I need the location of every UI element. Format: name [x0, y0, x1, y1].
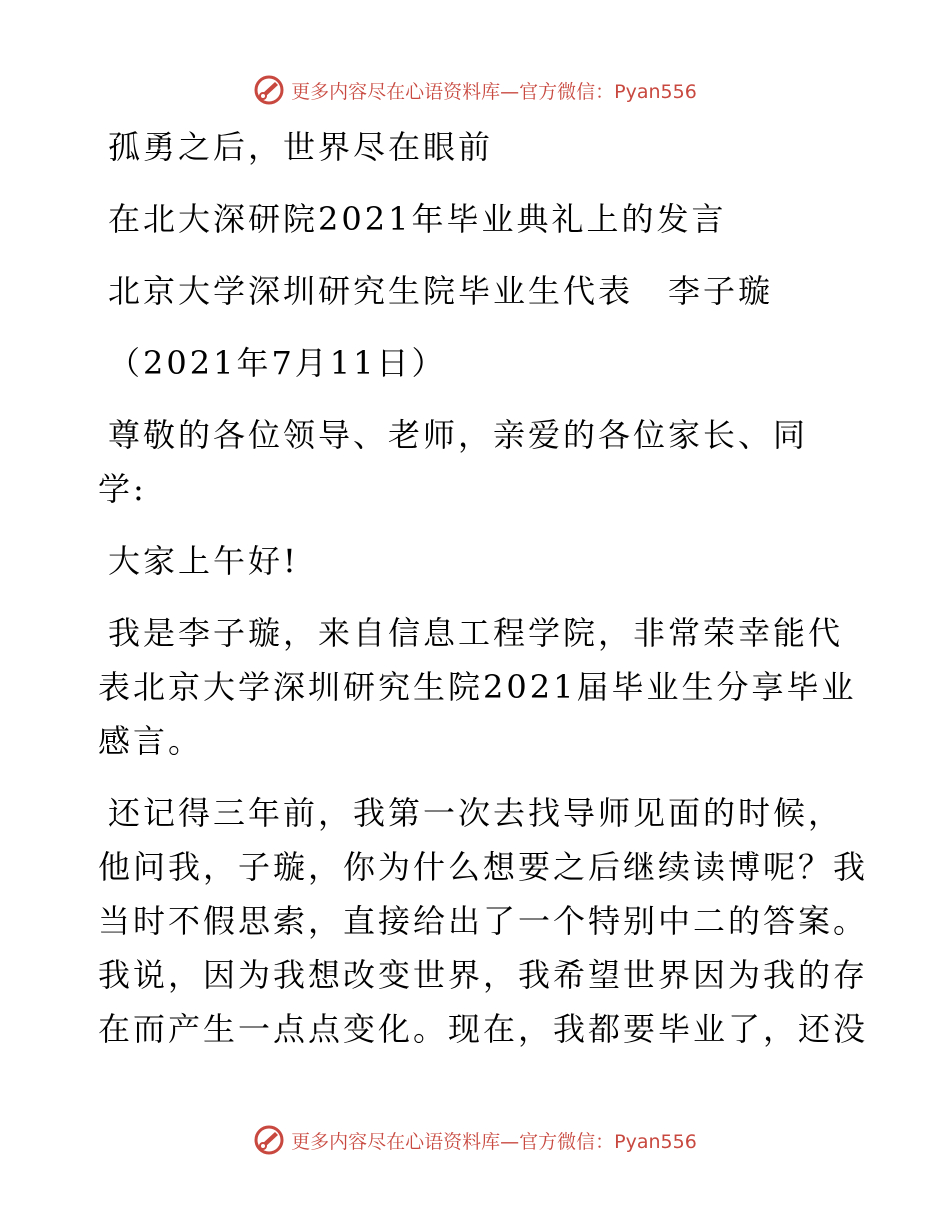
greeting-line: 学:: [98, 470, 147, 508]
document-subtitle: 在北大深研院2021年毕业典礼上的发言: [108, 200, 727, 238]
watermark-text: 更多内容尽在心语资料库—官方微信：Pyan556: [291, 1130, 697, 1153]
document-title: 孤勇之后，世界尽在眼前: [108, 128, 494, 166]
paragraph-line: 我是李子璇，来自信息工程学院，非常荣幸能代: [108, 614, 844, 652]
paragraph-line: 感言。: [98, 722, 204, 760]
paragraph-line: 表北京大学深圳研究生院2021届毕业生分享毕业: [98, 668, 857, 706]
greeting-line: 尊敬的各位领导、老师，亲爱的各位家长、同: [108, 416, 809, 454]
paragraph-line: 在而产生一点点变化。现在，我都要毕业了，还没: [98, 1010, 869, 1048]
seal-logo-icon: [253, 1124, 285, 1156]
paragraph-line: 他问我，子璇，你为什么想要之后继续读博呢？我: [98, 848, 869, 886]
watermark-text: 更多内容尽在心语资料库—官方微信：Pyan556: [291, 80, 697, 103]
watermark-footer: [0, 1118, 950, 1162]
seal-logo-icon: [253, 74, 285, 106]
paragraph-line: 当时不假思索，直接给出了一个特别中二的答案。: [98, 902, 869, 940]
author-line: 北京大学深圳研究生院毕业生代表 李子璇: [108, 272, 774, 310]
document-body: [98, 120, 869, 1056]
date-line: （2021年7月11日）: [108, 344, 447, 382]
paragraph-line: 还记得三年前，我第一次去找导师见面的时候，: [108, 794, 844, 832]
paragraph-line: 我说，因为我想改变世界，我希望世界因为我的存: [98, 956, 869, 994]
salutation-line: 大家上午好!: [108, 542, 299, 580]
watermark-header: [0, 68, 950, 112]
